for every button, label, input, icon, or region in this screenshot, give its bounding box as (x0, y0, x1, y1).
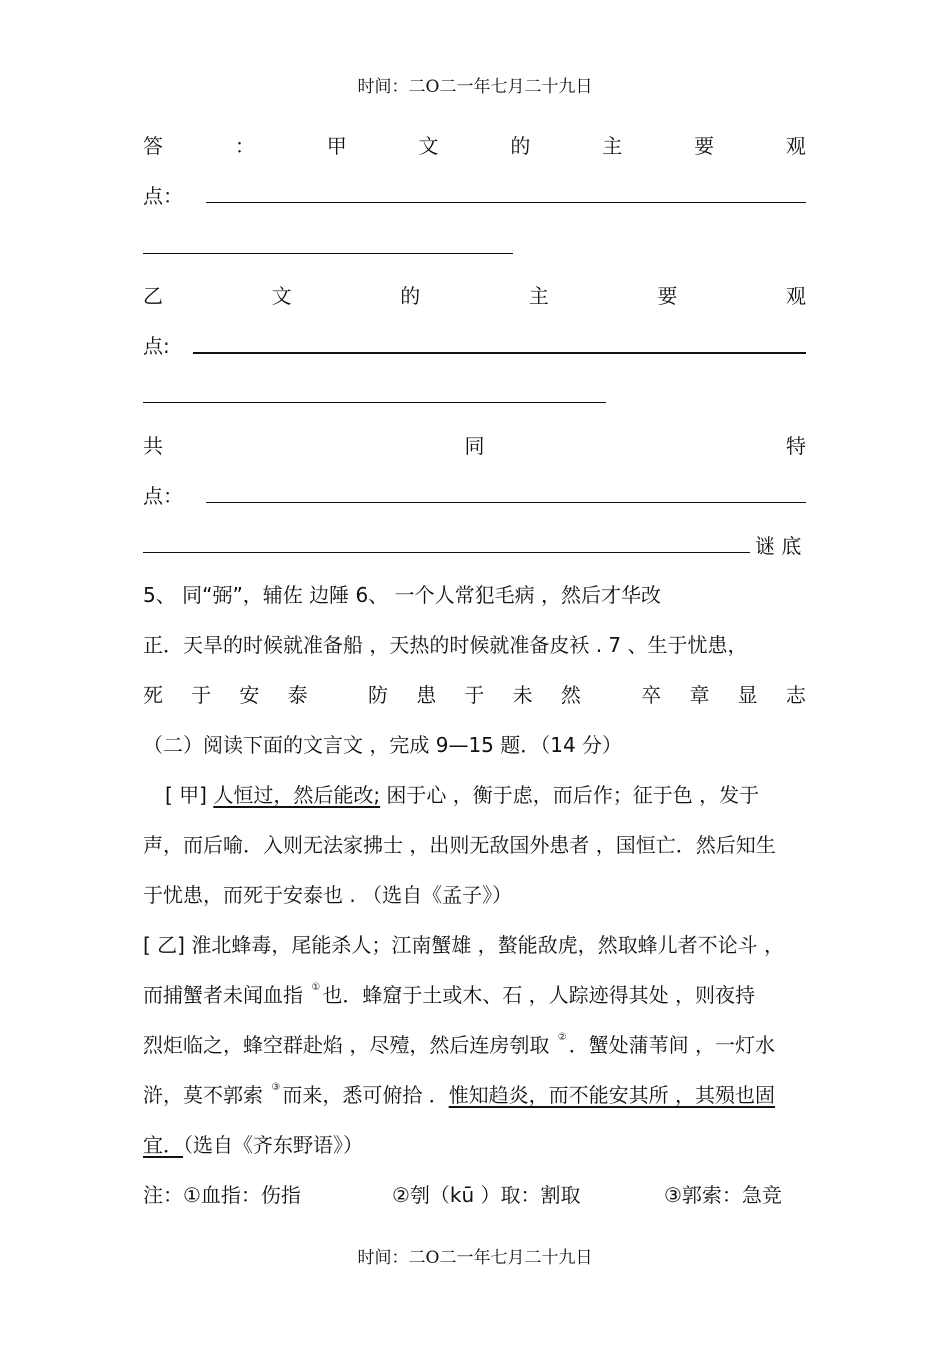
answer-row-common (143, 430, 806, 459)
yi-line-3b: ．蟹处蒲苇间 ，一灯水 (568, 1033, 776, 1057)
jia-line-1-text: 困于心 ，衡于虑，而后作；征于色 ，发于 (380, 783, 760, 807)
spacer (609, 679, 613, 708)
char: 文 (271, 284, 292, 308)
char: 患 (416, 683, 437, 707)
char: 卒 (641, 683, 662, 707)
section-title: （二）阅读下面的文言文 ，完成 9—15 题．（14 分） (143, 733, 623, 757)
char: 未 (512, 683, 533, 707)
char: 于 (191, 683, 212, 707)
char: 泰 (287, 683, 308, 707)
char: 防 (368, 683, 389, 707)
answer-row-jia (143, 130, 806, 159)
yi-line-4 (143, 1079, 775, 1108)
yi-line-5 (143, 1129, 363, 1158)
char: 乙 (143, 284, 163, 308)
char: 死 (143, 683, 163, 707)
char: 志 (785, 683, 806, 707)
riddle-line-2: 正．天旱的时候就准备船 ，天热的时候就准备皮袄 . 7 、生于忧患， (143, 633, 748, 657)
char: 同 (464, 434, 485, 458)
jia-line-3: 于忧患，而死于安泰也 . （选自《孟子》） (143, 883, 513, 907)
char: 章 (689, 683, 710, 707)
answer-label-point-2: 点: (143, 334, 170, 358)
char: 主 (528, 284, 549, 308)
footnote-marker-1: ① (311, 982, 321, 994)
char: 答 (143, 134, 163, 158)
riddle-line-3 (143, 679, 806, 708)
note-3: ③郭索：急竞 (664, 1183, 782, 1207)
jia-line-1 (165, 779, 759, 808)
yi-underlined-end: 宜． (143, 1133, 183, 1157)
yi-line-4b: 而来，悉可俯拾 ． (282, 1083, 449, 1107)
jia-line-2: 声，而后喻．入则无法家拂士 ，出则无敌国外患者 ，国恒亡．然后知生 (143, 833, 776, 857)
riddle-line-1: 5、 同“弼”，辅佐 边陲 6、 一个人常犯毛病 ，然后才华改 (143, 583, 661, 607)
char: 文 (418, 134, 439, 158)
char: ： (234, 134, 255, 158)
answer-label-point-3: 点： (143, 484, 183, 508)
riddle-label: 谜 底 (755, 534, 802, 558)
char: 观 (785, 134, 806, 158)
page-footer: 时间：二O二一年七月二十九日 (357, 1248, 593, 1268)
answer-blank-3[interactable] (206, 502, 806, 503)
char: 特 (786, 434, 806, 458)
answer-blank-3b[interactable] (143, 552, 750, 553)
char: 甲 (326, 134, 347, 158)
yi-line-2 (143, 979, 755, 1008)
char: 于 (464, 683, 485, 707)
yi-source: （选自《齐东野语》） (183, 1133, 363, 1157)
yi-line-2b: 也．蜂窟于土或木、石 ，人踪迹得其处 ，则夜持 (322, 983, 756, 1007)
spacer (336, 679, 340, 708)
yi-line-1: [ 乙] 淮北蜂毒，尾能杀人；江南蟹雄 ，螯能敌虎，然取蜂儿者不论斗 ， (143, 933, 785, 957)
note-1: 注：①血指：伤指 (143, 1183, 301, 1207)
yi-line-4a: 浒，莫不郭索 (143, 1083, 270, 1107)
char: 安 (239, 683, 260, 707)
answer-blank-1[interactable] (206, 202, 806, 203)
char: 主 (602, 134, 623, 158)
page-header: 时间：二O二一年七月二十九日 (357, 77, 593, 97)
footnote-marker-3: ③ (271, 1082, 281, 1094)
yi-line-3a: 烈炬临之，蜂空群赴焰 ，尽殪，然后连房刳取 (143, 1033, 556, 1057)
char: 的 (510, 134, 531, 158)
yi-line-2a: 而捕蟹者未闻血指 (143, 983, 310, 1007)
note-2: ②刳（kū ）取：割取 (392, 1183, 581, 1207)
answer-blank-2b[interactable] (143, 402, 606, 403)
jia-underlined-sentence: 人恒过，然后能改; (213, 783, 381, 807)
char: 显 (737, 683, 758, 707)
answer-label-point-1: 点： (143, 184, 183, 208)
answer-row-yi (143, 280, 806, 309)
char: 共 (143, 434, 163, 458)
char: 要 (657, 284, 678, 308)
footnote-marker-2: ② (557, 1032, 567, 1044)
jia-label: [ 甲] (165, 783, 207, 807)
char: 然 (560, 683, 581, 707)
yi-line-3 (143, 1029, 775, 1058)
char: 的 (400, 284, 421, 308)
char: 要 (694, 134, 715, 158)
answer-blank-1b[interactable] (143, 253, 513, 254)
answer-blank-2[interactable] (193, 352, 806, 354)
char: 观 (785, 284, 806, 308)
yi-underlined-sentence: 惟知趋炎，而不能安其所 ，其殒也固 (448, 1083, 776, 1107)
